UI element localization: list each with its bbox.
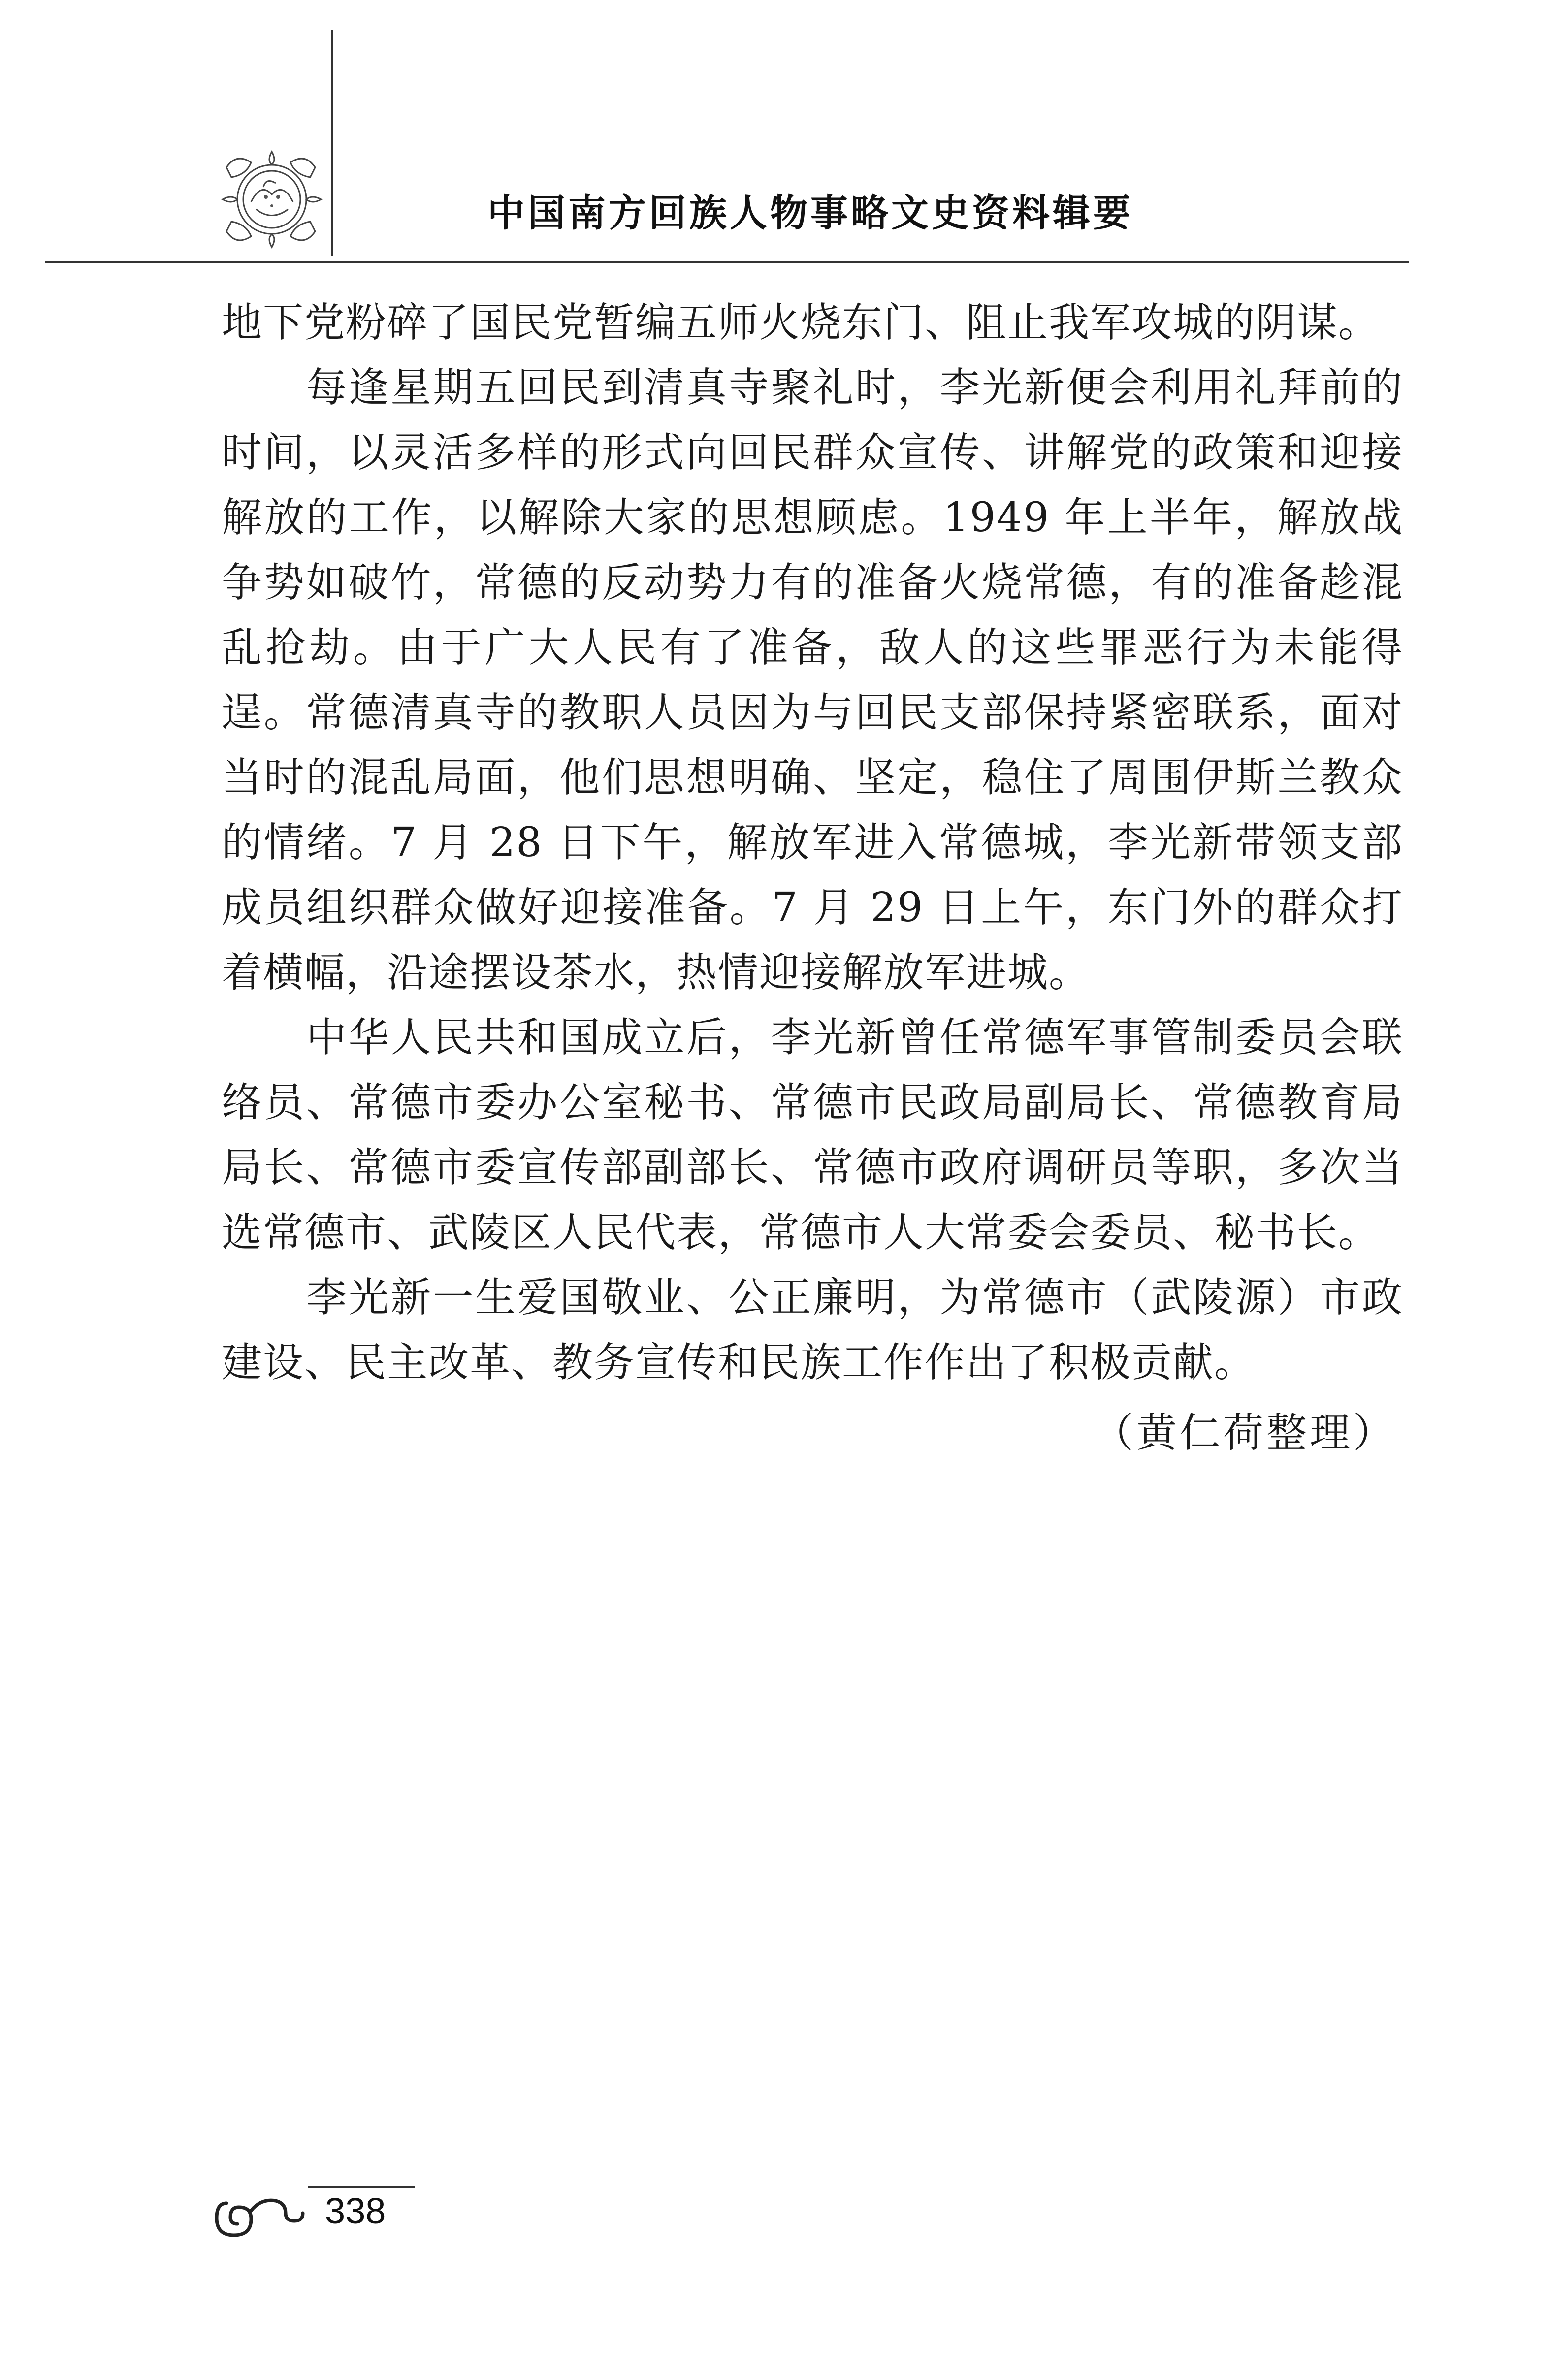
header-vertical-rule <box>331 30 333 256</box>
paragraph: 地下党粉碎了国民党暂编五师火烧东门、阻止我军攻城的阴谋。 <box>222 299 1380 346</box>
arabic-calligraphy-medallion-icon <box>217 148 325 251</box>
footer-rule <box>308 2186 415 2188</box>
scroll-flourish-icon <box>212 2188 310 2243</box>
header-horizontal-rule <box>45 261 1409 263</box>
running-title: 中国南方回族人物事略文史资料辑要 <box>487 191 1133 235</box>
attribution: （黄仁荷整理） <box>1093 1410 1396 1456</box>
main-text <box>222 290 1403 1395</box>
paragraph: 每逢星期五回民到清真寺聚礼时，李光新便会利用礼拜前的时间，以灵活多样的形式向回民群众宣传、讲解党的政策和迎接解放的工作，以解除大家的思想顾虑。1949 年上半年，解放战争势如破竹，常德的反动势力有的准备火烧常德，有的准备趁混乱抢劫。由于广大人民有了准备，敌人的这些罪恶行为未能得逞。常德清真寺的教职人员因为与回民支部保持紧密联系，面对当时的混乱局面，他们思想明确、坚定，稳住了周围伊斯兰教众的情绪。7 月 28 日下午，解放军进入常德城，李光新带领支部成员组织群众做好迎接准备。7 月 29 日上午，东门外的群众打着横幅，沿途摆设茶水，热情迎接解放军进城。 <box>222 364 1403 996</box>
paragraph: 中华人民共和国成立后，李光新曾任常德军事管制委员会联络员、常德市委办公室秘书、常德市民政局副局长、常德教育局局长、常德市委宣传部副部长、常德市政府调研员等职，多次当选常德市、武陵区人民代表，常德市人大常委会委员、秘书长。 <box>222 1014 1403 1256</box>
page-number: 338 <box>325 2190 386 2231</box>
paragraph: 李光新一生爱国敬业、公正廉明，为常德市（武陵源）市政建设、民主改革、教务宣传和民族工作作出了积极贡献。 <box>222 1274 1403 1386</box>
